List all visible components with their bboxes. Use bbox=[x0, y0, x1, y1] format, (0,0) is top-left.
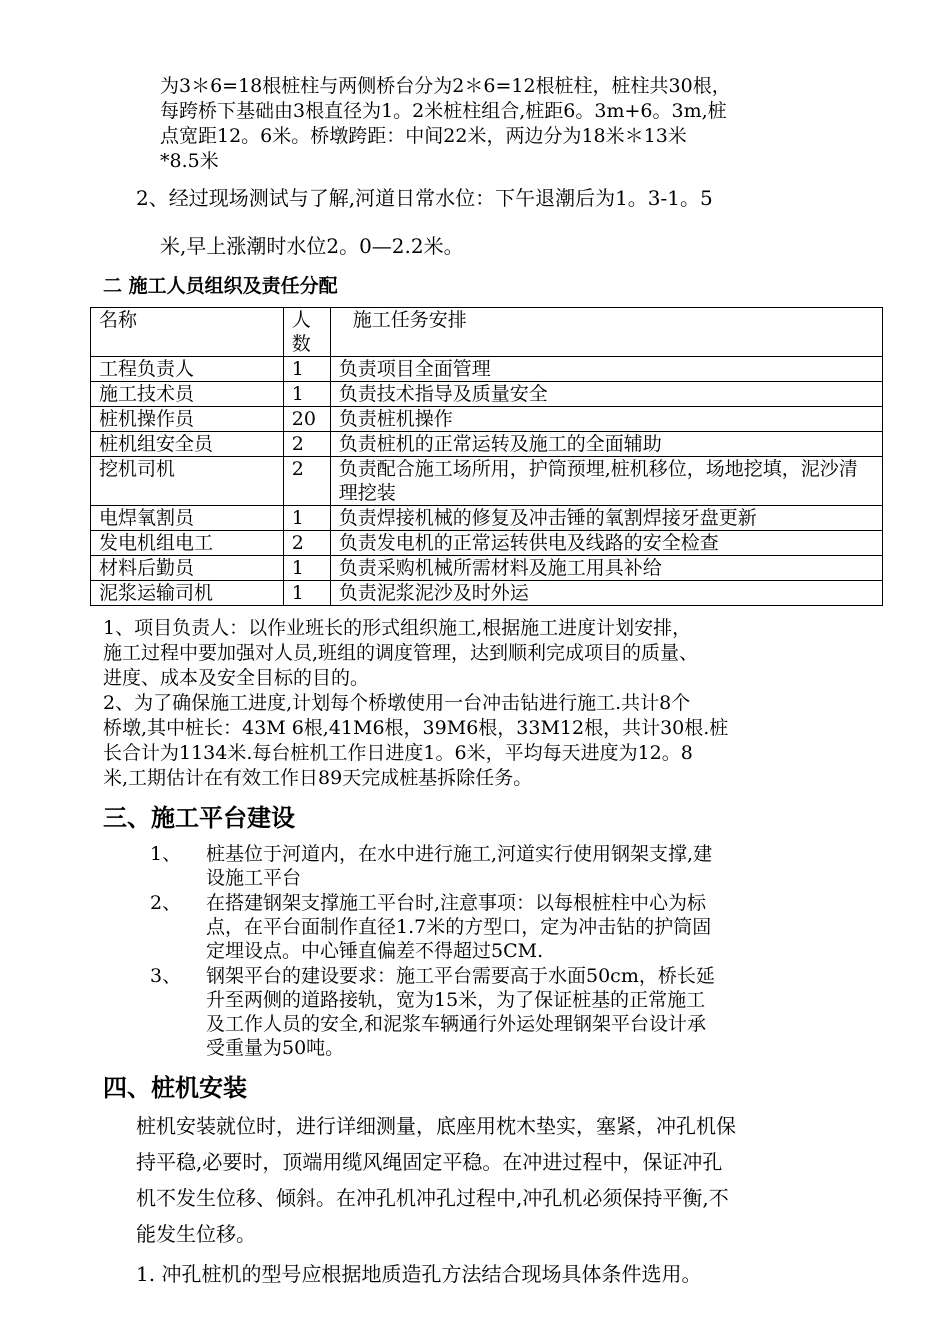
cell-task: 负责泥浆泥沙及时外运 bbox=[330, 581, 882, 606]
section-3-title: 三、施工平台建设 bbox=[103, 804, 295, 832]
cell-role: 电焊氧割员 bbox=[91, 506, 284, 531]
note-1-line-2: 施工过程中要加强对人员,班组的调度管理，达到顺利完成项目的质量、 bbox=[103, 642, 699, 664]
cell-count: 1 bbox=[283, 506, 330, 531]
cell-task: 负责焊接机械的修复及冲击锤的氧割焊接牙盘更新 bbox=[330, 506, 882, 531]
table-row bbox=[91, 581, 883, 606]
table-row bbox=[91, 407, 883, 432]
cell-role: 施工技术员 bbox=[91, 382, 284, 407]
header-name: 名称 bbox=[91, 308, 284, 357]
install-line-2: 持平稳,必要时，顶端用缆风绳固定平稳。在冲进过程中，保证冲孔 bbox=[136, 1150, 723, 1174]
cell-role: 工程负责人 bbox=[91, 357, 284, 382]
water-level-line-1: 2、经过现场测试与了解,河道日常水位：下午退潮后为1。3-1。5 bbox=[136, 186, 713, 210]
staff-table bbox=[90, 307, 883, 606]
note-2-line-1: 2、为了确保施工进度,计划每个桥墩使用一台冲击钻进行施工.共计8个 bbox=[103, 692, 691, 714]
cell-count: 2 bbox=[283, 432, 330, 457]
cell-role: 桩机操作员 bbox=[91, 407, 284, 432]
list-item-number: 1、 bbox=[150, 843, 182, 865]
table-row bbox=[91, 432, 883, 457]
platform-item-3-line-1: 钢架平台的建设要求：施工平台需要高于水面50cm，桥长延 bbox=[206, 965, 715, 987]
platform-item-1-line-1: 桩基位于河道内，在水中进行施工,河道实行使用钢架支撑,建 bbox=[206, 843, 713, 865]
cell-count: 2 bbox=[283, 531, 330, 556]
platform-item-3-line-4: 受重量为50吨。 bbox=[206, 1037, 345, 1059]
table-row bbox=[91, 556, 883, 581]
table-row bbox=[91, 531, 883, 556]
cell-task: 负责项目全面管理 bbox=[330, 357, 882, 382]
cell-role: 材料后勤员 bbox=[91, 556, 284, 581]
cell-role: 挖机司机 bbox=[91, 457, 284, 506]
cell-count: 1 bbox=[283, 382, 330, 407]
install-line-3: 机不发生位移、倾斜。在冲孔机冲孔过程中,冲孔机必须保持平衡,不 bbox=[136, 1186, 729, 1210]
intro-line-3: 点宽距12。6米。桥墩跨距：中间22米，两边分为18米＊13米 bbox=[160, 125, 687, 147]
cell-count: 1 bbox=[283, 556, 330, 581]
cell-count: 1 bbox=[283, 357, 330, 382]
list-item-number: 3、 bbox=[150, 965, 182, 987]
cell-task: 负责桩机的正常运转及施工的全面辅助 bbox=[330, 432, 882, 457]
cell-role: 发电机组电工 bbox=[91, 531, 284, 556]
intro-line-2: 每跨桥下基础由3根直径为1。2米桩柱组合,桩距6。3m+6。3m,桩 bbox=[160, 100, 727, 122]
note-1-line-1: 1、项目负责人：以作业班长的形式组织施工,根据施工进度计划安排， bbox=[103, 617, 692, 639]
note-2-line-2: 桥墩,其中桩长：43M 6根,41M6根，39M6根，33M12根，共计30根.桩 bbox=[103, 717, 729, 739]
install-item-1: 1. 冲孔桩机的型号应根据地质造孔方法结合现场具体条件选用。 bbox=[136, 1262, 702, 1286]
table-row bbox=[91, 506, 883, 531]
platform-item-3-line-2: 升至两侧的道路接轨，宽为15米，为了保证桩基的正常施工 bbox=[206, 989, 706, 1011]
platform-item-2-line-1: 在搭建钢架支撑施工平台时,注意事项：以每根桩柱中心为标 bbox=[206, 892, 707, 914]
cell-count: 20 bbox=[283, 407, 330, 432]
cell-task: 负责技术指导及质量安全 bbox=[330, 382, 882, 407]
header-task: 施工任务安排 bbox=[330, 308, 882, 357]
table-row bbox=[91, 457, 883, 506]
platform-item-2-line-2: 点，在平台面制作直径1.7米的方型口，定为冲击钻的护筒固 bbox=[206, 916, 712, 938]
platform-item-3-line-3: 及工作人员的安全,和泥浆车辆通行外运处理钢架平台设计承 bbox=[206, 1013, 707, 1035]
note-1-line-3: 进度、成本及安全目标的目的。 bbox=[103, 667, 370, 689]
intro-line-1: 为3＊6=18根桩柱与两侧桥台分为2＊6=12根桩柱，桩柱共30根， bbox=[160, 75, 731, 97]
cell-count: 2 bbox=[283, 457, 330, 506]
cell-count: 1 bbox=[283, 581, 330, 606]
cell-role: 桩机组安全员 bbox=[91, 432, 284, 457]
note-2-line-3: 长合计为1134米.每台桩机工作日进度1。6米，平均每天进度为12。8 bbox=[103, 742, 693, 764]
cell-task: 负责采购机械所需材料及施工用具补给 bbox=[330, 556, 882, 581]
cell-task: 负责发电机的正常运转供电及线路的安全检查 bbox=[330, 531, 882, 556]
platform-item-2-line-3: 定埋设点。中心锤直偏差不得超过5CM. bbox=[206, 940, 544, 962]
note-2-line-4: 米,工期估计在有效工作日89天完成桩基拆除任务。 bbox=[103, 767, 533, 789]
install-line-4: 能发生位移。 bbox=[136, 1222, 256, 1246]
cell-role: 泥浆运输司机 bbox=[91, 581, 284, 606]
cell-task: 负责桩机操作 bbox=[330, 407, 882, 432]
intro-line-4: *8.5米 bbox=[160, 150, 219, 172]
list-item-number: 2、 bbox=[150, 892, 182, 914]
platform-item-1-line-2: 设施工平台 bbox=[206, 867, 302, 889]
header-count: 人数 bbox=[283, 308, 330, 357]
install-line-1: 桩机安装就位时，进行详细测量，底座用枕木垫实，塞紧，冲孔机保 bbox=[136, 1114, 736, 1138]
water-level-line-2: 米,早上涨潮时水位2。0—2.2米。 bbox=[160, 234, 464, 258]
table-row bbox=[91, 357, 883, 382]
section-2-title: 二 施工人员组织及责任分配 bbox=[103, 275, 338, 297]
section-4-title: 四、桩机安装 bbox=[103, 1074, 247, 1102]
cell-task: 负责配合施工场所用，护筒预埋,桩机移位，场地挖填，泥沙清理挖装 bbox=[330, 457, 882, 506]
table-row bbox=[91, 382, 883, 407]
table-header-row bbox=[91, 308, 883, 357]
